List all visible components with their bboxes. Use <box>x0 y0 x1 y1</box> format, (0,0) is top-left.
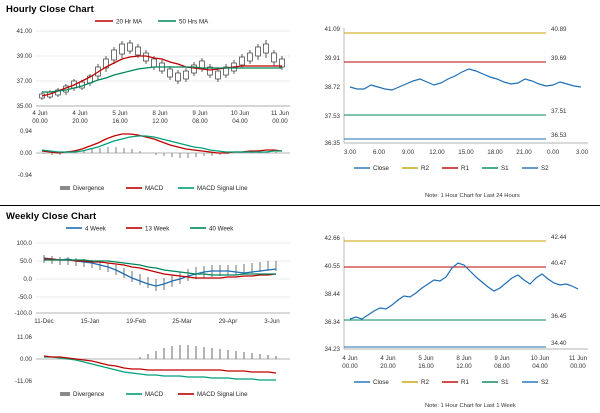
legend-weekly-macd-signal: MACD Signal Line <box>197 391 248 398</box>
hourly-r2-value: 40.89 <box>551 26 567 33</box>
legend-40-week: 40 Week <box>209 225 234 233</box>
weekly-pivot-ytick-1: 36.34 <box>324 319 340 326</box>
weekly-price-legend <box>66 226 234 233</box>
svg-text:11 Jun: 11 Jun <box>568 355 588 362</box>
hourly-price-chart <box>0 16 300 128</box>
svg-text:4 Jun: 4 Jun <box>380 355 396 362</box>
hourly-macd-ytick-1: 0.00 <box>19 150 32 157</box>
hourly-macd-chart <box>0 125 300 203</box>
legend-s2: S2 <box>541 165 549 172</box>
hourly-pivot-xticks <box>344 149 589 156</box>
xtick-1: 6.00 <box>372 149 386 156</box>
weekly-price-xticks <box>34 318 280 325</box>
hourly-macd-legend <box>60 185 248 192</box>
xtick-6: 21.00 <box>516 149 532 156</box>
weekly-price-svg <box>0 223 300 335</box>
hourly-section <box>0 0 600 206</box>
svg-text:4 Jun: 4 Jun <box>32 110 48 117</box>
svg-text:8 Jun: 8 Jun <box>456 355 472 362</box>
svg-text:8 Jun: 8 Jun <box>152 110 168 117</box>
xtick-0: 3.00 <box>343 149 357 156</box>
hourly-pivot-ytick-0: 36.35 <box>324 140 340 147</box>
hourly-price-ytick-3: 41.00 <box>16 28 32 35</box>
svg-text:00.00: 00.00 <box>342 363 358 370</box>
weekly-macd-svg <box>0 331 300 411</box>
hourly-macd-ytick-2: 0.94 <box>19 128 32 135</box>
weekly-macd-ytick-2: 11.06 <box>16 334 32 341</box>
svg-text:12.00: 12.00 <box>152 118 168 125</box>
svg-text:4 Jun: 4 Jun <box>72 110 88 117</box>
weekly-xtick-1: 15-Jan <box>80 318 100 325</box>
weekly-note: Note: 1 Hour Chart for Last 1 Week <box>425 403 516 409</box>
weekly-4week-line <box>44 258 276 286</box>
xtick-8: 3.00 <box>575 149 589 156</box>
legend-4-week: 4 Week <box>85 225 106 233</box>
hourly-pivot-legend <box>354 165 549 172</box>
svg-text:4 Jun: 4 Jun <box>342 355 358 362</box>
weekly-macd-legend <box>60 391 248 398</box>
weekly-macd-signal-line <box>44 356 276 373</box>
svg-text:5 Jun: 5 Jun <box>112 110 128 117</box>
weekly-xtick-4: 29-Apr <box>218 318 238 325</box>
legend-close: Close <box>373 165 389 172</box>
legend-divergence: Divergence <box>73 185 105 192</box>
svg-text:10 Jun: 10 Jun <box>530 355 550 362</box>
xtick-5: 18.00 <box>487 149 503 156</box>
candlestick-bodies <box>40 43 285 98</box>
hourly-price-ytick-1: 37.00 <box>16 78 32 85</box>
legend-macd: MACD <box>145 185 164 192</box>
hourly-s1-value: 37.51 <box>551 108 567 115</box>
weekly-ytick-3: 50.0 <box>19 258 32 265</box>
weekly-close-line <box>350 263 578 319</box>
weekly-s1-value: 36.45 <box>551 313 567 320</box>
hourly-note: Note: 1 Hour Chart for Last 24 Hours <box>425 193 520 199</box>
weekly-pivot-ytick-0: 34.23 <box>324 346 340 353</box>
weekly-r1-value: 40.47 <box>551 260 567 267</box>
svg-text:00.00: 00.00 <box>32 118 48 125</box>
weekly-ytick-2: 0.0 <box>23 276 32 283</box>
hourly-pivot-ytick-4: 41.09 <box>324 26 340 33</box>
weekly-xtick-0: 11-Dec <box>34 318 54 325</box>
legend-weekly-close: Close <box>373 379 389 386</box>
legend-weekly-divergence: Divergence <box>73 391 105 398</box>
svg-text:08.00: 08.00 <box>494 363 510 370</box>
weekly-price-chart <box>0 223 300 335</box>
xtick-2: 9.00 <box>401 149 415 156</box>
hourly-s2-value: 36.53 <box>551 132 567 139</box>
section-divider <box>0 205 600 206</box>
xtick-3: 12.00 <box>429 149 445 156</box>
svg-text:16.00: 16.00 <box>418 363 434 370</box>
weekly-pivot-svg <box>306 227 598 397</box>
legend-20hr-ma: 20 Hr MA <box>116 18 143 26</box>
weekly-pivot-ytick-2: 38.44 <box>324 291 340 298</box>
weekly-macd-line <box>44 357 276 380</box>
legend-macd-signal: MACD Signal Line <box>197 185 248 192</box>
weekly-divergence-bars <box>140 345 276 359</box>
weekly-pivot-ytick-3: 40.55 <box>324 263 340 270</box>
hourly-macd-ytick-0: -0.94 <box>17 172 32 179</box>
legend-r2: R2 <box>421 165 429 172</box>
hourly-section-title: Hourly Close Chart <box>6 4 94 15</box>
weekly-xtick-5: 3-Jun <box>264 318 280 325</box>
svg-text:10 Jun: 10 Jun <box>230 110 250 117</box>
hourly-price-ytick-0: 35.00 <box>16 103 32 110</box>
weekly-s2-value: 34.40 <box>551 340 567 347</box>
hourly-price-svg <box>0 16 300 128</box>
weekly-pivot-legend <box>354 379 549 386</box>
weekly-section-title: Weekly Close Chart <box>6 211 97 222</box>
svg-text:00.00: 00.00 <box>272 118 288 125</box>
hourly-r1-value: 39.69 <box>551 55 567 62</box>
svg-text:16.00: 16.00 <box>112 118 128 125</box>
svg-text:9 Jun: 9 Jun <box>494 355 510 362</box>
svg-text:04.00: 04.00 <box>532 363 548 370</box>
legend-weekly-r1: R1 <box>461 379 469 386</box>
hourly-macd-line <box>42 134 282 153</box>
legend-r1: R1 <box>461 165 469 172</box>
weekly-pivot-ytick-4: 42.66 <box>324 235 340 242</box>
weekly-ytick-4: 100.0 <box>16 240 32 247</box>
weekly-xtick-2: 19-Feb <box>126 318 146 325</box>
weekly-ytick-1: -50.0 <box>17 294 32 301</box>
hourly-pivot-ytick-3: 39.91 <box>324 55 340 62</box>
weekly-xtick-3: 25-Mar <box>172 318 192 325</box>
weekly-macd-ytick-1: 0.00 <box>19 356 32 363</box>
weekly-pivot-chart <box>306 227 598 397</box>
hourly-price-xticks <box>32 110 289 125</box>
weekly-ytick-0: -100.0 <box>14 310 32 317</box>
svg-text:5 Jun: 5 Jun <box>418 355 434 362</box>
weekly-r2-value: 42.44 <box>551 234 567 241</box>
svg-text:20.00: 20.00 <box>380 363 396 370</box>
weekly-macd-chart <box>0 331 300 411</box>
hourly-price-legend <box>95 19 209 26</box>
hourly-pivot-chart <box>306 18 598 188</box>
hourly-pivot-ytick-1: 37.53 <box>324 113 340 120</box>
legend-weekly-s1: S1 <box>501 379 509 386</box>
hourly-pivot-ytick-2: 38.72 <box>324 84 340 91</box>
hourly-macd-svg <box>0 125 300 203</box>
weekly-section <box>0 207 600 413</box>
legend-weekly-r2: R2 <box>421 379 429 386</box>
svg-text:04.00: 04.00 <box>232 118 248 125</box>
hourly-close-line <box>350 69 581 90</box>
svg-text:00.00: 00.00 <box>570 363 586 370</box>
legend-weekly-macd: MACD <box>145 391 164 398</box>
legend-s1: S1 <box>501 165 509 172</box>
weekly-macd-ytick-0: -11.06 <box>14 378 32 385</box>
weekly-pivot-xticks <box>342 355 587 370</box>
legend-weekly-s2: S2 <box>541 379 549 386</box>
hourly-pivot-svg <box>306 18 598 188</box>
legend-50hr-ma: 50 Hrs MA <box>179 18 209 26</box>
xtick-7: 0.00 <box>546 149 560 156</box>
svg-text:20.00: 20.00 <box>72 118 88 125</box>
svg-text:9 Jun: 9 Jun <box>192 110 208 117</box>
svg-text:11 Jun: 11 Jun <box>270 110 290 117</box>
xtick-4: 15.00 <box>458 149 474 156</box>
legend-13-week: 13 Week <box>145 225 170 233</box>
svg-text:12.00: 12.00 <box>456 363 472 370</box>
svg-text:08.00: 08.00 <box>192 118 208 125</box>
hourly-price-ytick-2: 39.00 <box>16 53 32 60</box>
